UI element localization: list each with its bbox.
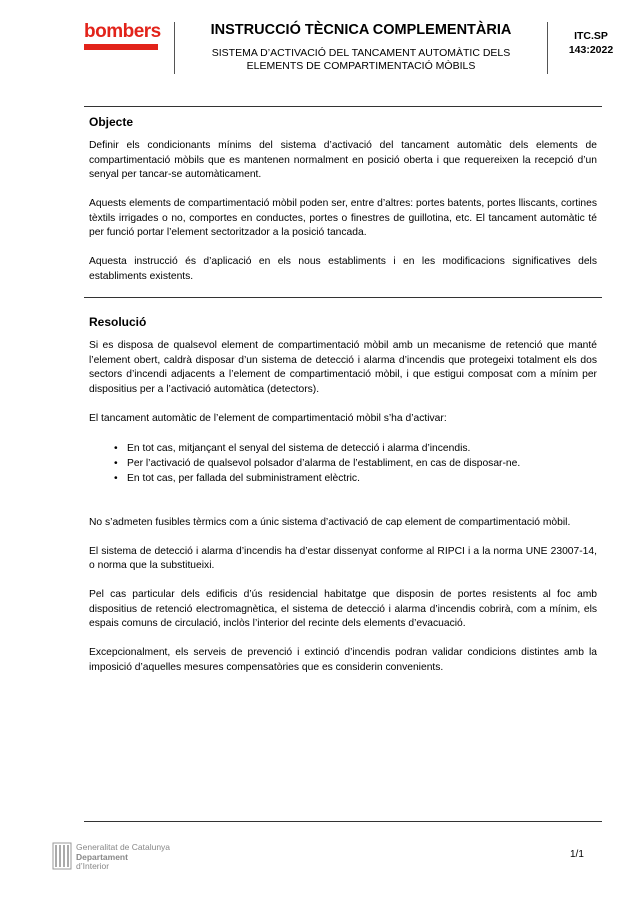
section-resolucio: [89, 315, 597, 690]
document-subtitle: [180, 47, 542, 73]
objecte-paragraph-3: Aquesta instrucció és d’aplicació en els nous establiments i en les modificacions significatives dels establiments existents.: [89, 256, 597, 282]
resolucio-paragraph-1: Si es disposa de qualsevol element de compartimentació mòbil amb un mecanisme de retenció que manté l’element obert, caldrà disposar d’un sistema de detecció i alarma d’incendis que protegeixi totalment els dos sectors d’incendi adjacents a l’element de compartimentació mòbil, i que estigui composat com a mínim per dispositius per a l’activació automàtica (detectors).: [89, 340, 597, 395]
resolucio-paragraph-6: Excepcionalment, els serveis de prevenció i extinció d’incendis podran validar condicions distintes amb la imposició d’aquelles mesures compensatòries que es considerin convenients.: [89, 647, 597, 673]
rule-resolucio: [84, 297, 602, 298]
generalitat-logo: [52, 842, 202, 872]
activation-list: [89, 441, 597, 486]
resolucio-paragraph-4: El sistema de detecció i alarma d’incendis ha d’estar dissenyat conforme al RIPCI i a la norma UNE 23007-14, o norma que la substitueixi.: [89, 545, 597, 571]
resolucio-heading: Resolució: [89, 315, 147, 329]
header-title-block: [180, 22, 542, 73]
resolucio-paragraph-3: No s’admeten fusibles tèrmics com a únic sistema d’activació de cap element de compartimentació mòbil.: [89, 516, 571, 528]
resolucio-paragraph-2: El tancament automàtic de l’element de compartimentació mòbil s’ha d’activar:: [89, 412, 447, 424]
bombers-logo: [84, 22, 160, 50]
generalitat-text: [76, 843, 170, 872]
header-divider-right: [547, 22, 548, 74]
document-code: [552, 29, 630, 57]
rule-footer: [84, 821, 602, 822]
org-line-2: Departament: [76, 851, 128, 862]
logo-wordmark: bombers: [84, 21, 161, 42]
objecte-paragraph-2: Aquests elements de compartimentació mòbil poden ser, entre d’altres: portes batents, portes lliscants, cortines tèxtils irrigades o no, comportes en conductes, portes o finestres de guillotina, etc. El tancament automàtic té per funció portar l’element sectoritzador a la posició tancada.: [89, 198, 597, 238]
generalitat-emblem-icon: [52, 842, 72, 870]
section-objecte: [89, 115, 597, 299]
rule-objecte: [84, 106, 602, 107]
objecte-heading: Objecte: [89, 115, 134, 129]
logo-bar: [84, 44, 158, 50]
page-number: 1/1: [570, 849, 584, 860]
document-title: INSTRUCCIÓ TÈCNICA COMPLEMENTÀRIA: [210, 22, 512, 38]
objecte-paragraph-1: Definir els condicionants mínims del sistema d’activació del tancament automàtic dels elements de compartimentació mòbils que es mantenen normalment en posició oberta i que requereixen la recepció d’un senyal per tancar-se automàticament.: [89, 140, 597, 180]
subtitle-line-2: ELEMENTS DE COMPARTIMENTACIÓ MÒBILS: [246, 60, 476, 72]
resolucio-paragraph-5: Pel cas particular dels edificis d’ús residencial habitatge que disposin de portes resistents al foc amb dispositius de retenció electromagnètica, el sistema de detecció i alarma d’incendis cobrirà, com a mínim, els espais comuns de circulació, inclòs l’interior del recinte dels elements d’evacuació.: [89, 589, 597, 629]
code-line-1: ITC.SP: [574, 30, 608, 42]
subtitle-line-1: SISTEMA D’ACTIVACIÓ DEL TANCAMENT AUTOMÀTIC DELS: [211, 47, 511, 59]
list-item: • En tot cas, per fallada del subministrament elèctric.: [127, 471, 597, 486]
list-item: • Per l’activació de qualsevol polsador d’alarma de l’establiment, en cas de disposar-ne.: [127, 456, 597, 471]
code-line-2: 143:2022: [568, 44, 614, 56]
org-line-3: d’Interior: [76, 861, 110, 871]
list-item: • En tot cas, mitjançant el senyal del sistema de detecció i alarma d’incendis.: [127, 441, 597, 456]
org-line-1: Generalitat de Catalunya: [76, 842, 171, 852]
header-divider-left: [174, 22, 175, 74]
